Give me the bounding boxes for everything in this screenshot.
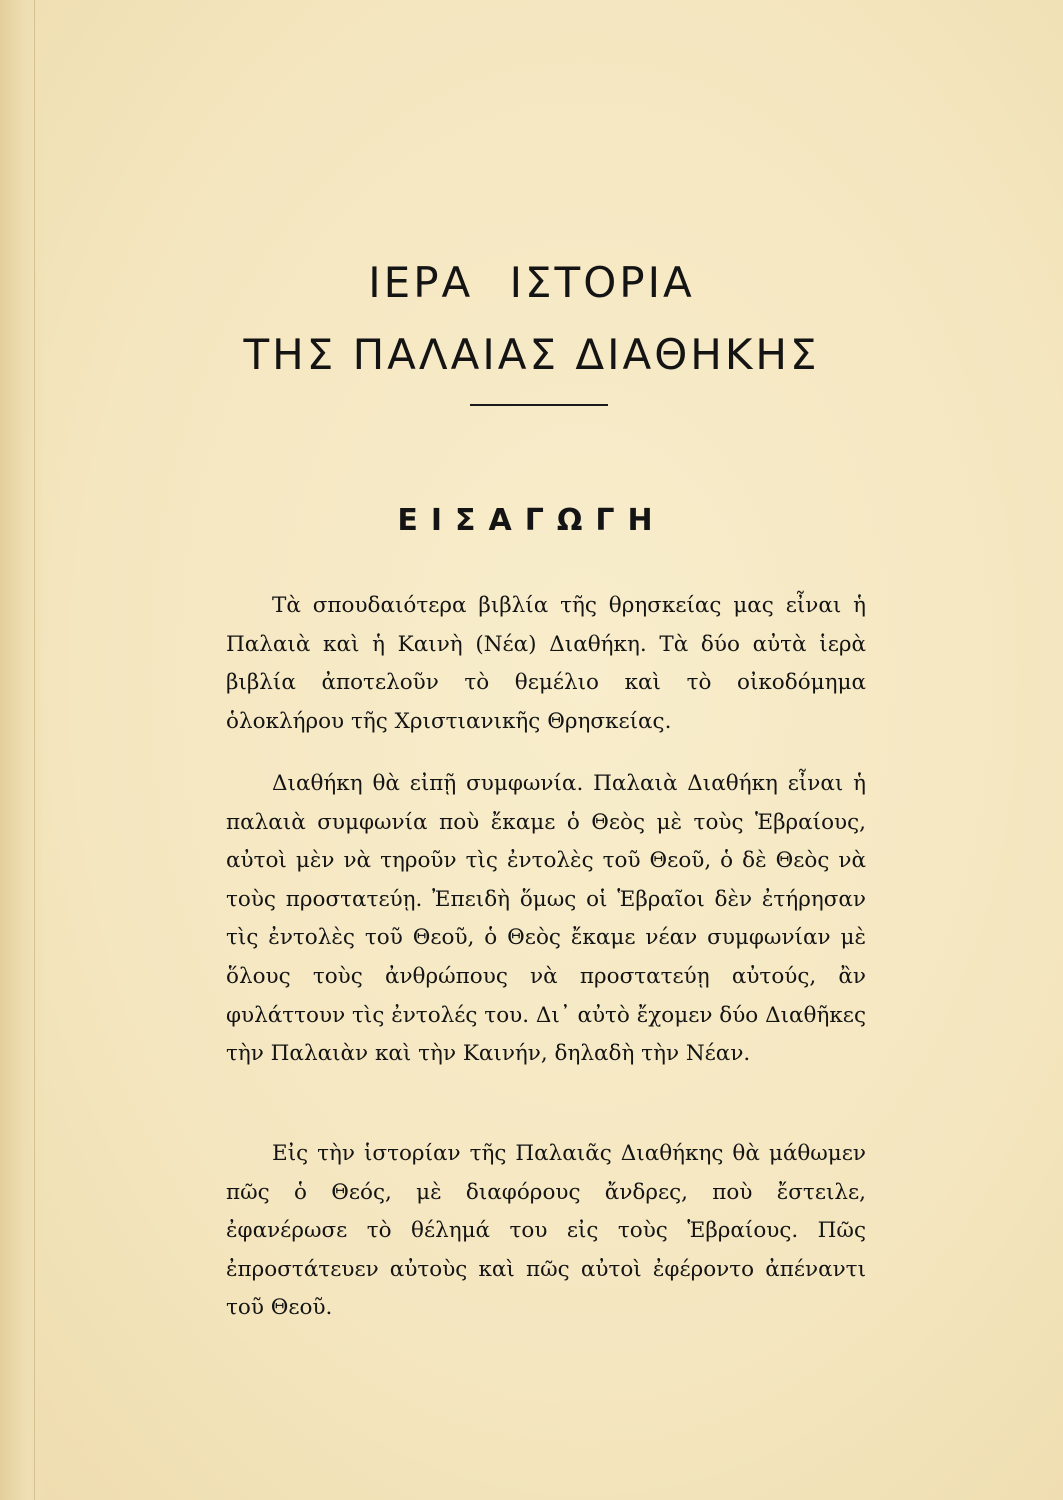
section-heading: ΕΙΣΑΓΩΓΗ bbox=[397, 503, 666, 538]
title-line-2: ΤΗΣ ΠΑΛΑΙΑΣ ΔΙΑΘΗΚΗΣ bbox=[243, 330, 820, 379]
paragraph-3: Εἰς τὴν ἱστορίαν τῆς Παλαιᾶς Διαθήκης θὰ μάθωμεν πῶς ὁ Θεός, μὲ διαφόρους ἄνδρες, ποὺ ἔστειλε, ἐφανέρωσε τὸ θέλημά του εἰς τοὺς Ἑβραίους. Πῶς ἐπροστάτευεν αὐτοὺς καὶ πῶς αὐτοὶ ἐφέροντο ἀπέναντι τοῦ Θεοῦ. bbox=[226, 1141, 866, 1321]
title-line-1: ΙΕΡΑ ΙΣΤΟΡΙΑ bbox=[368, 258, 695, 307]
title-divider bbox=[470, 404, 608, 406]
page-gutter-shadow bbox=[0, 0, 46, 1500]
page-fold-line bbox=[34, 0, 35, 1500]
paragraph-1: Τὰ σπουδαιότερα βιβλία τῆς θρησκείας μας εἶναι ἡ Παλαιὰ καὶ ἡ Καινὴ (Νέα) Διαθήκη. Τὰ δύο αὐτὰ ἱερὰ βιβλία ἀποτελοῦν τὸ θεμέλιο καὶ τὸ οἰκοδόμημα ὁλοκλήρου τῆς Χριστιανικῆς Θρησκείας. bbox=[226, 593, 866, 734]
paragraph-2: Διαθήκη θὰ εἰπῇ συμφωνία. Παλαιὰ Διαθήκη εἶναι ἡ παλαιὰ συμφωνία ποὺ ἔκαμε ὁ Θεὸς μὲ τοὺς Ἑβραίους, αὐτοὶ μὲν νὰ τηροῦν τὶς ἐντολὲς τοῦ Θεοῦ, ὁ δὲ Θεὸς νὰ τοὺς προστατεύῃ. Ἐπειδὴ ὅμως οἱ Ἑβραῖοι δὲν ἐτήρησαν τὶς ἐντολὲς τοῦ Θεοῦ, ὁ Θεὸς ἔκαμε νέαν συμφωνίαν μὲ ὅλους τοὺς ἀνθρώπους νὰ προστατεύῃ αὐτούς, ἂν φυλάττουν τὶς ἐντολές του. Δι᾿ αὐτὸ ἔχομεν δύο Διαθῆκες τὴν Παλαιὰν καὶ τὴν Καινήν, δηλαδὴ τὴν Νέαν. bbox=[226, 771, 866, 1067]
